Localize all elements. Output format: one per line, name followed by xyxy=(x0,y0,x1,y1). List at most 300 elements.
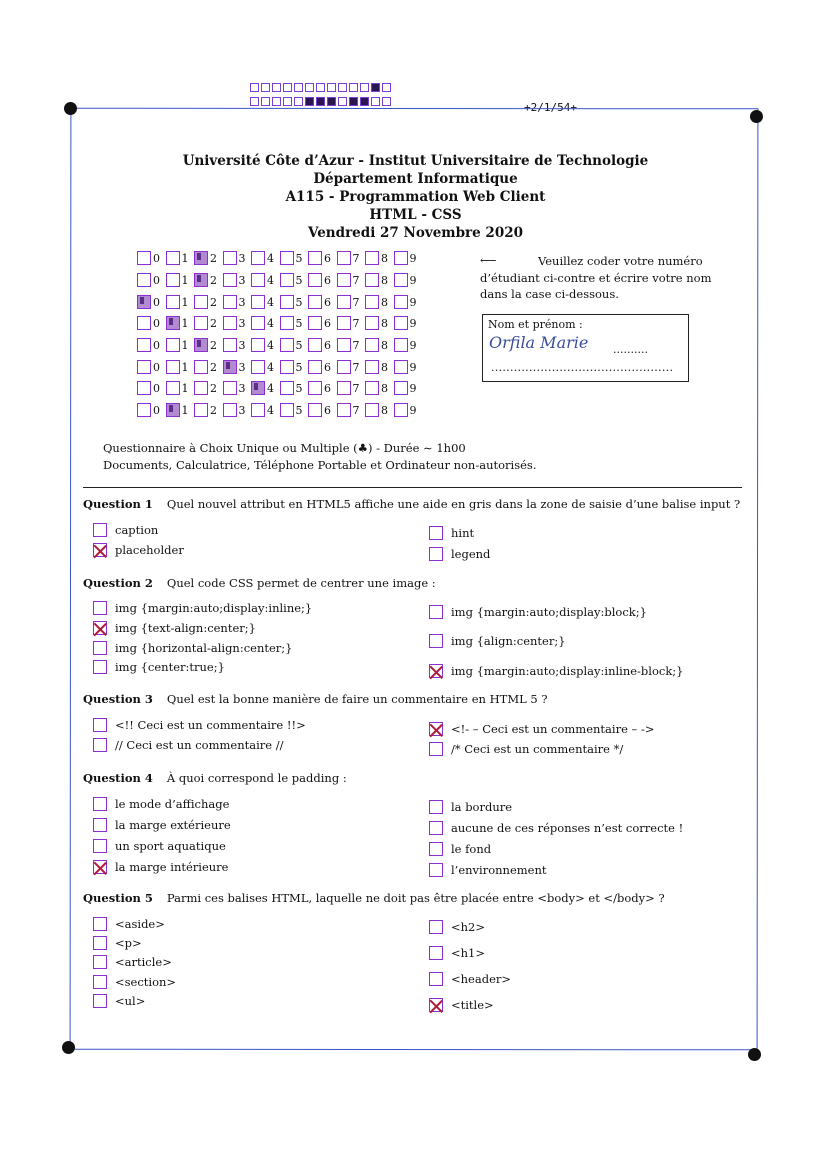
digit-label: 1 xyxy=(181,251,189,265)
digit-option[interactable] xyxy=(394,251,423,265)
digit-checkbox[interactable] xyxy=(251,295,265,309)
digit-option[interactable] xyxy=(280,251,309,265)
digit-checkbox-filled[interactable] xyxy=(166,403,180,417)
digit-checkbox[interactable] xyxy=(137,403,151,417)
q2-option-4[interactable]: img {center:true;} xyxy=(93,660,225,674)
digit-option[interactable] xyxy=(194,273,223,287)
digit-option[interactable] xyxy=(223,360,252,374)
q1-option-placeholder[interactable]: placeholder xyxy=(93,543,184,557)
digit-checkbox[interactable] xyxy=(337,360,351,374)
checkbox[interactable] xyxy=(429,634,443,648)
digit-option[interactable] xyxy=(166,338,195,352)
q4-option-7[interactable]: le fond xyxy=(429,842,491,856)
digit-label: 0 xyxy=(153,381,160,395)
digit-option[interactable] xyxy=(280,295,309,309)
digit-option[interactable] xyxy=(223,381,252,395)
checkbox[interactable] xyxy=(93,936,107,950)
digit-checkbox[interactable] xyxy=(251,360,265,374)
student-digit-row xyxy=(137,403,422,417)
digit-option[interactable] xyxy=(365,403,394,417)
digit-option[interactable] xyxy=(337,381,366,395)
digit-option[interactable] xyxy=(223,338,252,352)
digit-checkbox[interactable] xyxy=(365,273,379,287)
digit-option[interactable] xyxy=(337,251,366,265)
digit-checkbox[interactable] xyxy=(223,381,237,395)
digit-checkbox[interactable] xyxy=(194,403,208,417)
digit-option[interactable] xyxy=(194,403,223,417)
digit-label: 1 xyxy=(181,360,189,374)
digit-option[interactable] xyxy=(337,338,366,352)
digit-label: 6 xyxy=(324,251,331,265)
digit-checkbox[interactable] xyxy=(365,403,379,417)
checkbox[interactable] xyxy=(93,818,107,832)
q4-option-2[interactable]: la marge extérieure xyxy=(93,818,231,832)
question-4 xyxy=(83,771,347,785)
digit-checkbox[interactable] xyxy=(394,403,408,417)
digit-option[interactable] xyxy=(194,295,223,309)
corner-mark-tr xyxy=(750,110,763,123)
digit-checkbox[interactable] xyxy=(280,360,294,374)
handwritten-name: Orfila Marie xyxy=(489,333,589,352)
digit-option[interactable] xyxy=(194,251,223,265)
q2-option-7[interactable]: img {margin:auto;display:inline-block;} xyxy=(429,664,684,678)
digit-checkbox[interactable] xyxy=(337,316,351,330)
student-digit-row xyxy=(137,381,422,395)
digit-checkbox[interactable] xyxy=(308,316,322,330)
digit-option[interactable] xyxy=(166,251,195,265)
digit-option[interactable] xyxy=(166,403,195,417)
digit-checkbox[interactable] xyxy=(223,403,237,417)
digit-option[interactable] xyxy=(365,381,394,395)
digit-checkbox[interactable] xyxy=(280,381,294,395)
digit-label: 4 xyxy=(267,381,274,395)
q4-option-1[interactable]: le mode d’affichage xyxy=(93,797,229,811)
digit-option[interactable] xyxy=(251,316,280,330)
digit-option[interactable] xyxy=(137,338,166,352)
digit-checkbox[interactable] xyxy=(137,381,151,395)
checkbox-crossed[interactable] xyxy=(93,621,107,635)
digit-option[interactable] xyxy=(280,403,309,417)
digit-option[interactable] xyxy=(337,360,366,374)
digit-label: 0 xyxy=(153,403,160,417)
digit-checkbox-filled[interactable] xyxy=(223,360,237,374)
digit-label: 0 xyxy=(153,273,160,287)
digit-option[interactable] xyxy=(166,381,195,395)
checkbox[interactable] xyxy=(429,946,443,960)
digit-checkbox-filled[interactable] xyxy=(166,316,180,330)
q3-option-2[interactable]: // Ceci est un commentaire // xyxy=(93,738,284,752)
digit-label: 7 xyxy=(352,273,360,287)
checkbox[interactable] xyxy=(93,797,107,811)
page-code-row-2 xyxy=(250,97,391,106)
digit-option[interactable] xyxy=(308,273,337,287)
digit-checkbox-filled[interactable] xyxy=(194,338,208,352)
digit-option[interactable] xyxy=(137,381,166,395)
checkbox[interactable] xyxy=(93,994,107,1008)
digit-label: 8 xyxy=(381,295,388,309)
digit-option[interactable] xyxy=(365,273,394,287)
q5-option-title[interactable]: <title> xyxy=(429,998,494,1012)
digit-label: 4 xyxy=(267,273,274,287)
digit-checkbox[interactable] xyxy=(337,273,351,287)
digit-checkbox[interactable] xyxy=(337,403,351,417)
digit-option[interactable] xyxy=(251,273,280,287)
digit-option[interactable] xyxy=(137,403,166,417)
checkbox[interactable] xyxy=(93,955,107,969)
student-digit-row xyxy=(137,316,422,330)
checkbox[interactable] xyxy=(429,526,443,540)
header-course: A115 - Programmation Web Client xyxy=(285,189,546,205)
digit-option[interactable] xyxy=(251,295,280,309)
student-digit-row xyxy=(137,251,422,265)
checkbox[interactable] xyxy=(93,917,107,931)
q4-option-4[interactable]: la marge intérieure xyxy=(93,860,228,874)
digit-option[interactable] xyxy=(280,381,309,395)
q2-option-3[interactable]: img {horizontal-align:center;} xyxy=(93,641,292,655)
digit-option[interactable] xyxy=(251,360,280,374)
digit-checkbox[interactable] xyxy=(166,360,180,374)
digit-checkbox[interactable] xyxy=(394,295,408,309)
digit-checkbox[interactable] xyxy=(337,295,351,309)
digit-checkbox[interactable] xyxy=(137,273,151,287)
digit-label: 9 xyxy=(409,273,417,287)
q2-option-6[interactable]: img {align:center;} xyxy=(429,634,566,648)
q5-option-h1[interactable]: <h1> xyxy=(429,946,485,960)
digit-option[interactable] xyxy=(223,251,252,265)
digit-checkbox[interactable] xyxy=(137,360,151,374)
digit-option[interactable] xyxy=(280,273,309,287)
digit-label: 1 xyxy=(181,381,189,395)
q1-option-hint[interactable]: hint xyxy=(429,526,474,540)
q3-option-1[interactable]: <!! Ceci est un commentaire !!> xyxy=(93,718,306,732)
checkbox[interactable] xyxy=(429,821,443,835)
question-1-text: Quel nouvel attribut en HTML5 affiche une aide en gris dans la zone de saisie d’une balise input ? xyxy=(166,497,741,511)
digit-label: 3 xyxy=(238,273,246,287)
digit-label: 5 xyxy=(295,273,303,287)
question-5-number: Question 5 xyxy=(83,891,153,905)
checkbox[interactable] xyxy=(429,842,443,856)
digit-option[interactable] xyxy=(137,273,166,287)
q3-option-3[interactable]: <!- – Ceci est un commentaire – -> xyxy=(429,722,654,736)
q5-option-article[interactable]: <article> xyxy=(93,955,172,969)
q5-option-p[interactable]: <p> xyxy=(93,936,142,950)
q2-option-1[interactable]: img {margin:auto;display:inline;} xyxy=(93,601,312,615)
digit-label: 6 xyxy=(324,273,331,287)
digit-checkbox[interactable] xyxy=(223,273,237,287)
digit-label: 8 xyxy=(381,273,388,287)
digit-checkbox[interactable] xyxy=(280,251,294,265)
digit-option[interactable] xyxy=(251,251,280,265)
q5-option-aside[interactable]: <aside> xyxy=(93,917,165,931)
q2-option-5[interactable]: img {margin:auto;display:block;} xyxy=(429,605,647,619)
digit-option[interactable] xyxy=(337,295,366,309)
name-label: Nom et prénom : xyxy=(488,318,583,331)
checkbox[interactable] xyxy=(93,839,107,853)
name-dots-1: .......... xyxy=(613,343,648,356)
digit-option[interactable] xyxy=(394,338,423,352)
checkbox[interactable] xyxy=(429,863,443,877)
digit-option[interactable] xyxy=(308,360,337,374)
digit-label: 3 xyxy=(238,403,246,417)
digit-label: 2 xyxy=(210,316,217,330)
digit-checkbox[interactable] xyxy=(337,338,351,352)
digit-label: 2 xyxy=(210,338,217,352)
digit-checkbox[interactable] xyxy=(251,403,265,417)
digit-checkbox[interactable] xyxy=(337,251,351,265)
digit-option[interactable] xyxy=(365,316,394,330)
checkbox[interactable] xyxy=(93,601,107,615)
student-digit-row xyxy=(137,338,422,352)
digit-option[interactable] xyxy=(365,251,394,265)
digit-checkbox[interactable] xyxy=(280,295,294,309)
digit-option[interactable] xyxy=(137,295,166,309)
digit-option[interactable] xyxy=(137,360,166,374)
digit-checkbox[interactable] xyxy=(394,381,408,395)
digit-label: 1 xyxy=(181,338,189,352)
digit-option[interactable] xyxy=(337,403,366,417)
digit-option[interactable] xyxy=(194,338,223,352)
digit-checkbox[interactable] xyxy=(308,381,322,395)
checkbox[interactable] xyxy=(429,972,443,986)
digit-label: 1 xyxy=(181,295,189,309)
digit-option[interactable] xyxy=(166,295,195,309)
digit-label: 2 xyxy=(210,360,217,374)
digit-option[interactable] xyxy=(223,273,252,287)
question-2-text: Quel code CSS permet de centrer une image : xyxy=(166,576,436,590)
digit-option[interactable] xyxy=(308,403,337,417)
digit-checkbox[interactable] xyxy=(308,338,322,352)
digit-checkbox[interactable] xyxy=(137,316,151,330)
q4-option-3[interactable]: un sport aquatique xyxy=(93,839,226,853)
digit-checkbox[interactable] xyxy=(223,316,237,330)
header-date: Vendredi 27 Novembre 2020 xyxy=(307,225,523,241)
digit-checkbox[interactable] xyxy=(394,316,408,330)
digit-option[interactable] xyxy=(223,295,252,309)
digit-option[interactable] xyxy=(365,360,394,374)
checkbox[interactable] xyxy=(429,800,443,814)
digit-option[interactable] xyxy=(394,381,423,395)
digit-checkbox[interactable] xyxy=(166,251,180,265)
checkbox[interactable] xyxy=(93,738,107,752)
digit-label: 0 xyxy=(153,251,160,265)
name-dots-2: ................................................ xyxy=(491,361,674,374)
checkbox-crossed[interactable] xyxy=(429,664,443,678)
checkbox[interactable] xyxy=(429,742,443,756)
q1-option-caption[interactable]: caption xyxy=(93,523,158,537)
digit-checkbox[interactable] xyxy=(280,273,294,287)
digit-option[interactable] xyxy=(194,360,223,374)
q5-option-section[interactable]: <section> xyxy=(93,975,176,989)
digit-label: 6 xyxy=(324,360,331,374)
digit-checkbox[interactable] xyxy=(194,360,208,374)
digit-label: 6 xyxy=(324,338,331,352)
digit-checkbox[interactable] xyxy=(251,273,265,287)
digit-checkbox[interactable] xyxy=(365,360,379,374)
digit-checkbox[interactable] xyxy=(365,381,379,395)
digit-label: 7 xyxy=(352,295,360,309)
digit-option[interactable] xyxy=(365,338,394,352)
digit-checkbox[interactable] xyxy=(194,316,208,330)
digit-checkbox[interactable] xyxy=(308,251,322,265)
digit-option[interactable] xyxy=(166,360,195,374)
instruction-line-2: d’étudiant ci-contre et écrire votre nom xyxy=(480,271,712,285)
digit-option[interactable] xyxy=(223,316,252,330)
digit-checkbox[interactable] xyxy=(194,295,208,309)
digit-option[interactable] xyxy=(251,403,280,417)
digit-checkbox[interactable] xyxy=(223,251,237,265)
digit-option[interactable] xyxy=(337,316,366,330)
digit-option[interactable] xyxy=(194,316,223,330)
digit-option[interactable] xyxy=(166,273,195,287)
digit-label: 5 xyxy=(295,295,303,309)
student-digit-row xyxy=(137,360,422,374)
digit-checkbox[interactable] xyxy=(166,273,180,287)
digit-option[interactable] xyxy=(166,316,195,330)
digit-option[interactable] xyxy=(280,360,309,374)
digit-label: 5 xyxy=(295,251,303,265)
digit-label: 0 xyxy=(153,338,160,352)
digit-checkbox[interactable] xyxy=(394,360,408,374)
digit-checkbox[interactable] xyxy=(137,338,151,352)
digit-checkbox[interactable] xyxy=(308,403,322,417)
digit-option[interactable] xyxy=(308,295,337,309)
digit-label: 4 xyxy=(267,316,274,330)
checkbox[interactable] xyxy=(93,641,107,655)
q4-option-8[interactable]: l’environnement xyxy=(429,863,547,877)
name-box[interactable] xyxy=(482,314,689,382)
checkbox[interactable] xyxy=(429,920,443,934)
digit-label: 5 xyxy=(295,360,303,374)
checkbox-crossed[interactable] xyxy=(93,543,107,557)
digit-option[interactable] xyxy=(137,251,166,265)
digit-checkbox[interactable] xyxy=(308,295,322,309)
instruction-arrow: ⟵ xyxy=(480,253,497,267)
digit-checkbox[interactable] xyxy=(337,381,351,395)
digit-checkbox[interactable] xyxy=(365,251,379,265)
checkbox-crossed[interactable] xyxy=(93,860,107,874)
digit-option[interactable] xyxy=(394,295,423,309)
digit-checkbox[interactable] xyxy=(166,338,180,352)
digit-checkbox[interactable] xyxy=(166,295,180,309)
digit-option[interactable] xyxy=(194,381,223,395)
checkbox-crossed[interactable] xyxy=(429,722,443,736)
checkbox[interactable] xyxy=(429,605,443,619)
digit-label: 6 xyxy=(324,381,331,395)
digit-label: 3 xyxy=(238,338,246,352)
digit-label: 0 xyxy=(153,360,160,374)
digit-checkbox[interactable] xyxy=(365,295,379,309)
digit-option[interactable] xyxy=(337,273,366,287)
digit-checkbox-filled[interactable] xyxy=(194,273,208,287)
digit-option[interactable] xyxy=(137,316,166,330)
checkbox[interactable] xyxy=(93,975,107,989)
digit-checkbox[interactable] xyxy=(194,381,208,395)
q2-option-2[interactable]: img {text-align:center;} xyxy=(93,621,256,635)
digit-label: 6 xyxy=(324,403,331,417)
digit-label: 9 xyxy=(409,316,417,330)
q4-option-6[interactable]: aucune de ces réponses n’est correcte ! xyxy=(429,821,683,835)
q4-option-5[interactable]: la bordure xyxy=(429,800,512,814)
student-digit-row xyxy=(137,273,422,287)
digit-checkbox[interactable] xyxy=(308,360,322,374)
question-1 xyxy=(83,497,740,511)
digit-label: 8 xyxy=(381,360,388,374)
q5-option-ul[interactable]: <ul> xyxy=(93,994,145,1008)
q1-option-legend[interactable]: legend xyxy=(429,547,490,561)
digit-checkbox[interactable] xyxy=(394,251,408,265)
digit-label: 8 xyxy=(381,381,388,395)
q3-option-4[interactable]: /* Ceci est un commentaire */ xyxy=(429,742,623,756)
digit-option[interactable] xyxy=(394,360,423,374)
digit-option[interactable] xyxy=(394,273,423,287)
digit-checkbox[interactable] xyxy=(394,338,408,352)
digit-option[interactable] xyxy=(251,381,280,395)
digit-label: 4 xyxy=(267,295,274,309)
digit-option[interactable] xyxy=(308,338,337,352)
digit-label: 4 xyxy=(267,338,274,352)
digit-checkbox[interactable] xyxy=(251,251,265,265)
digit-checkbox[interactable] xyxy=(365,316,379,330)
digit-option[interactable] xyxy=(280,316,309,330)
question-2-number: Question 2 xyxy=(83,576,153,590)
question-2 xyxy=(83,576,436,590)
checkbox[interactable] xyxy=(429,547,443,561)
digit-label: 1 xyxy=(181,403,189,417)
digit-checkbox-filled[interactable] xyxy=(194,251,208,265)
checkbox[interactable] xyxy=(93,660,107,674)
checkbox-crossed[interactable] xyxy=(429,998,443,1012)
digit-label: 1 xyxy=(181,316,189,330)
digit-option[interactable] xyxy=(223,403,252,417)
digit-checkbox[interactable] xyxy=(280,316,294,330)
digit-checkbox[interactable] xyxy=(280,338,294,352)
digit-option[interactable] xyxy=(308,381,337,395)
digit-checkbox[interactable] xyxy=(166,381,180,395)
digit-checkbox[interactable] xyxy=(251,316,265,330)
digit-option[interactable] xyxy=(394,403,423,417)
q5-option-header[interactable]: <header> xyxy=(429,972,511,986)
digit-checkbox[interactable] xyxy=(365,338,379,352)
digit-option[interactable] xyxy=(394,316,423,330)
q5-option-h2[interactable]: <h2> xyxy=(429,920,485,934)
digit-checkbox-filled[interactable] xyxy=(251,381,265,395)
digit-checkbox[interactable] xyxy=(223,295,237,309)
digit-option[interactable] xyxy=(308,251,337,265)
digit-option[interactable] xyxy=(251,338,280,352)
digit-label: 8 xyxy=(381,316,388,330)
digit-label: 0 xyxy=(153,295,160,309)
header-department: Département Informatique xyxy=(313,171,518,187)
digit-checkbox[interactable] xyxy=(137,251,151,265)
digit-checkbox-filled[interactable] xyxy=(137,295,151,309)
digit-option[interactable] xyxy=(365,295,394,309)
corner-mark-tl xyxy=(64,102,77,115)
digit-label: 2 xyxy=(210,295,217,309)
digit-label: 7 xyxy=(352,316,360,330)
digit-label: 8 xyxy=(381,338,388,352)
checkbox[interactable] xyxy=(93,523,107,537)
digit-label: 2 xyxy=(210,381,217,395)
digit-checkbox[interactable] xyxy=(251,338,265,352)
digit-checkbox[interactable] xyxy=(280,403,294,417)
digit-checkbox[interactable] xyxy=(308,273,322,287)
checkbox[interactable] xyxy=(93,718,107,732)
digit-option[interactable] xyxy=(280,338,309,352)
intro-line-1: Questionnaire à Choix Unique ou Multiple (♣) - Durée ∼ 1h00 xyxy=(103,441,466,455)
digit-option[interactable] xyxy=(308,316,337,330)
digit-checkbox[interactable] xyxy=(394,273,408,287)
digit-checkbox[interactable] xyxy=(223,338,237,352)
